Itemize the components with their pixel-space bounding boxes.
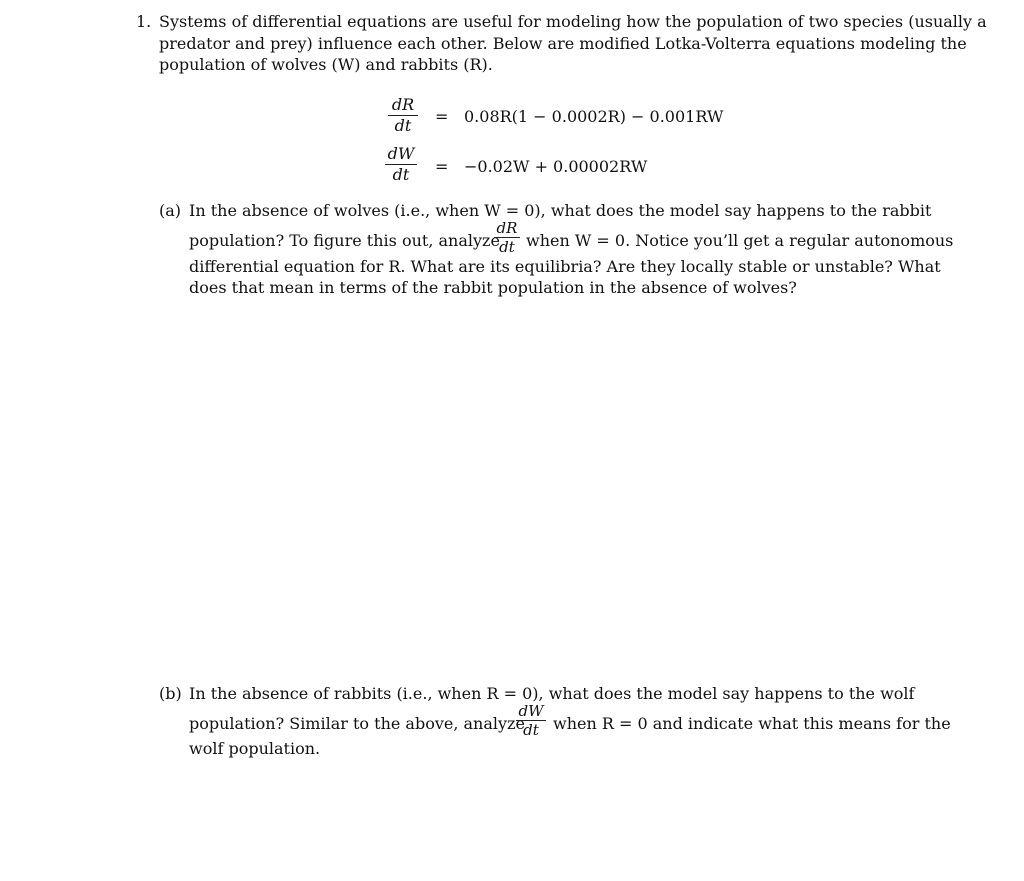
equation-1-equals: =	[435, 107, 449, 126]
part-b-line-3: wolf population.	[189, 739, 321, 758]
equation-2-lhs	[385, 145, 417, 184]
part-b-line-1: In the absence of rabbits (i.e., when R = 0), what does the model say happens to the wolf	[189, 684, 915, 703]
part-a-fraction-numerator: dR	[496, 219, 518, 237]
part-b-label: (b)	[159, 684, 182, 703]
part-b-inline-fraction	[516, 703, 546, 738]
part-a-line-3: differential equation for R. What are its equilibria? Are they locally stable or unstable? What	[189, 257, 941, 276]
part-b-fraction-numerator: dW	[518, 702, 544, 720]
equation-2-rhs: −0.02W + 0.00002RW	[464, 157, 648, 176]
equation-1-rhs: 0.08R(1 − 0.0002R) − 0.001RW	[464, 107, 724, 126]
part-a-line-1: In the absence of wolves (i.e., when W = 0), what does the model say happens to the rabbit	[189, 201, 932, 220]
part-b-line-2-after: when R = 0 and indicate what this means for the	[553, 714, 951, 733]
part-a-inline-fraction	[494, 220, 520, 255]
question-number: 1.	[136, 12, 152, 31]
part-a-line-2-before: population? To figure this out, analyze	[189, 231, 500, 250]
part-b-fraction-denominator: dt	[523, 721, 539, 739]
equation-2-equals: =	[435, 157, 449, 176]
equation-1-lhs	[388, 96, 418, 135]
equation-1-numerator: dR	[391, 95, 415, 114]
equation-2-denominator: dt	[392, 165, 410, 184]
part-a-line-2-after: when W = 0. Notice you’ll get a regular autonomous	[526, 231, 954, 250]
part-a-fraction-denominator: dt	[499, 238, 515, 256]
part-a-label: (a)	[159, 201, 182, 220]
part-b-line-2-before: population? Similar to the above, analyze	[189, 714, 525, 733]
intro-line-2: predator and prey) influence each other. Below are modified Lotka-Volterra equations modeling the	[159, 34, 967, 53]
part-a-line-4: does that mean in terms of the rabbit population in the absence of wolves?	[189, 278, 797, 297]
intro-line-1: Systems of differential equations are useful for modeling how the population of two species (usually a	[159, 12, 987, 31]
equation-row-1	[0, 96, 1024, 142]
equation-1-denominator: dt	[394, 116, 412, 135]
intro-line-3: population of wolves (W) and rabbits (R).	[159, 55, 493, 74]
equation-2-numerator: dW	[387, 144, 415, 163]
equation-row-2	[0, 145, 1024, 191]
